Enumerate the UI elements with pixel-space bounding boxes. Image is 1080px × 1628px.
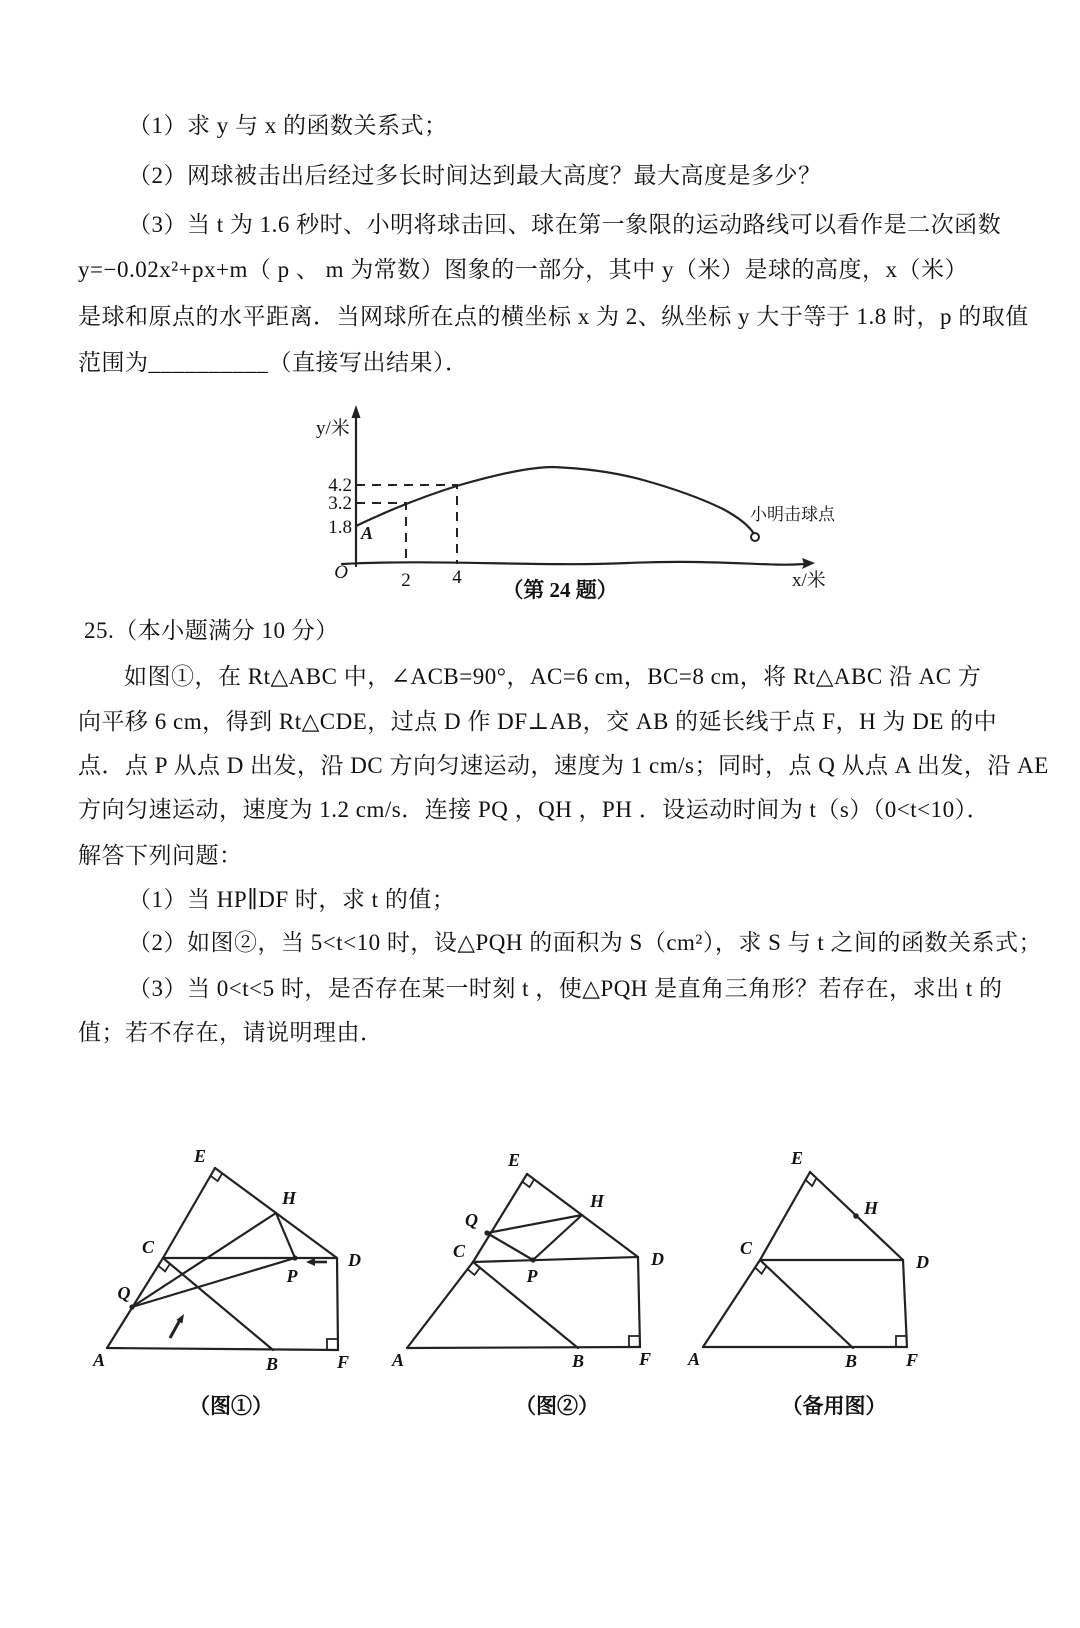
fig2-label-F: F — [638, 1349, 652, 1369]
y-tick-1.8: 1.8 — [328, 517, 352, 538]
fig2-point-P-dot — [530, 1257, 535, 1262]
fig1-P-arrowhead-icon — [306, 1258, 315, 1266]
q24-part2: （2）网球被击出后经过多长时间达到最大高度？最大高度是多少？ — [128, 163, 822, 188]
q24-part3-line4-blank: 范围为__________（直接写出结果）． — [78, 350, 469, 375]
fig3-side-CB — [760, 1260, 853, 1348]
figure-3 — [650, 1090, 970, 1380]
figure-2 — [370, 1090, 690, 1380]
fig2-point-Q-dot — [484, 1230, 489, 1235]
fig2-side-AF — [407, 1347, 640, 1348]
y-tick-4.2: 4.2 — [328, 475, 352, 496]
fig3-label-A: A — [687, 1349, 701, 1369]
fig1-Q-direction-arrow — [170, 1320, 180, 1338]
q25-body-line4: 方向匀速运动，速度为 1.2 cm/s．连接 PQ ，QH ，PH ．设运动时间为 t（s）（0<t<10）． — [78, 797, 991, 822]
q25-part1: （1）当 HP∥DF 时，求 t 的值； — [128, 887, 456, 912]
fig3-label-F: F — [905, 1350, 919, 1370]
fig1-label-P: P — [286, 1266, 298, 1286]
fig2-side-CD — [473, 1257, 638, 1262]
x-axis-arrow-icon — [802, 558, 815, 569]
fig3-right-angle-C — [755, 1266, 766, 1274]
fig1-label-Q: Q — [117, 1283, 131, 1303]
x-axis — [342, 562, 804, 565]
q25-part2: （2）如图②，当 5<t<10 时，设△PQH 的面积为 S（cm²），求 S 与 t 之间的函数关系式； — [128, 930, 1042, 955]
q24-part1: （1）求 y 与 x 的函数关系式； — [128, 113, 448, 138]
figure-3-caption: （备用图） — [781, 1394, 887, 1418]
q25-part3-line1: （3）当 0<t<5 时，是否存在某一时刻 t ，使△PQH 是直角三角形？若存在，求出 t 的 — [128, 976, 1003, 1001]
q24-figure-caption: （第 24 题） — [502, 578, 618, 602]
fig3-right-angle-E — [806, 1178, 817, 1186]
x-tick-2: 2 — [401, 570, 411, 591]
q25-body-line2: 向平移 6 cm，得到 Rt△CDE，过点 D 作 DF⊥AB，交 AB 的延长线于点 F，H 为 DE 的中 — [78, 709, 998, 734]
fig1-side-CB — [163, 1258, 273, 1350]
y-tick-3.2: 3.2 — [328, 493, 352, 514]
fig2-label-C: C — [452, 1241, 465, 1261]
fig2-side-CB — [473, 1262, 578, 1348]
fig1-label-A: A — [92, 1350, 106, 1370]
fig3-right-angle-F — [896, 1336, 907, 1347]
figure-1-caption: （图①） — [189, 1394, 273, 1418]
fig2-label-E: E — [507, 1150, 520, 1170]
fig2-side-DF — [638, 1257, 640, 1347]
fig2-segment-QP — [487, 1233, 533, 1260]
fig3-side-DF — [903, 1260, 907, 1347]
trajectory-curve — [356, 467, 754, 534]
point-a-label: A — [361, 523, 374, 543]
fig3-label-B: B — [844, 1351, 858, 1371]
y-axis-arrow-icon — [352, 405, 361, 418]
q24-part3-line3: 是球和原点的水平距离．当网球所在点的横坐标 x 为 2、纵坐标 y 大于等于 1.8 时，p 的取值 — [78, 304, 1029, 329]
fig1-side-AF — [107, 1348, 338, 1350]
y-axis-label: y/米 — [316, 418, 350, 439]
fig1-point-Q-dot — [129, 1304, 134, 1309]
x-tick-4: 4 — [452, 567, 462, 588]
fig2-segment-PH — [533, 1215, 582, 1260]
fig2-right-angle-C — [468, 1268, 481, 1275]
fig1-label-E: E — [193, 1146, 206, 1166]
fig3-label-D: D — [916, 1252, 929, 1272]
hit-point-label: 小明击球点 — [750, 505, 835, 524]
fig2-label-H: H — [590, 1191, 605, 1211]
q24-trajectory-graph — [298, 398, 858, 598]
fig3-label-H: H — [864, 1198, 879, 1218]
fig1-point-P-dot — [292, 1255, 297, 1260]
fig2-label-D: D — [651, 1249, 664, 1269]
fig1-label-H: H — [282, 1188, 297, 1208]
q24-part3-line1: （3）当 t 为 1.6 秒时、小明将球击回、球在第一象限的运动路线可以看作是二次函数 — [128, 212, 1002, 237]
fig3-point-H-dot — [853, 1213, 859, 1219]
origin-label: O — [334, 562, 348, 583]
q25-body-line1: 如图①，在 Rt△ABC 中，∠ACB=90°，AC=6 cm，BC=8 cm，将 Rt△ABC 沿 AC 方 — [124, 664, 982, 689]
fig1-label-B: B — [265, 1354, 279, 1374]
fig3-label-C: C — [739, 1238, 752, 1258]
q25-heading: 25.（本小题满分 10 分） — [84, 618, 339, 643]
q25-part3-line2: 值；若不存在，请说明理由． — [78, 1020, 384, 1045]
q24-part3-line2: y=−0.02x²+px+m（ p 、 m 为常数）图象的一部分，其中 y（米）是球的高度，x（米） — [78, 257, 969, 282]
q25-solve-prompt: 解答下列问题： — [78, 843, 243, 868]
figure-2-caption: （图②） — [515, 1394, 599, 1418]
figure-1 — [70, 1090, 390, 1380]
fig1-label-C: C — [141, 1237, 154, 1257]
fig2-label-A: A — [391, 1350, 405, 1370]
hit-point-marker — [751, 533, 759, 541]
fig1-right-angle-F — [327, 1339, 338, 1350]
fig1-side-DF — [337, 1258, 338, 1350]
x-axis-label: x/米 — [792, 570, 826, 591]
fig1-label-D: D — [348, 1250, 361, 1270]
q25-body-line3: 点．点 P 从点 D 出发，沿 DC 方向匀速运动，速度为 1 cm/s；同时，点 Q 从点 A 出发，沿 AE — [78, 753, 1049, 778]
fig3-label-E: E — [790, 1148, 803, 1168]
fig2-label-Q: Q — [465, 1210, 478, 1230]
fig2-label-B: B — [571, 1351, 585, 1371]
fig1-label-F: F — [336, 1352, 350, 1372]
fig2-label-P: P — [526, 1266, 538, 1286]
fig2-right-angle-F — [629, 1336, 640, 1347]
